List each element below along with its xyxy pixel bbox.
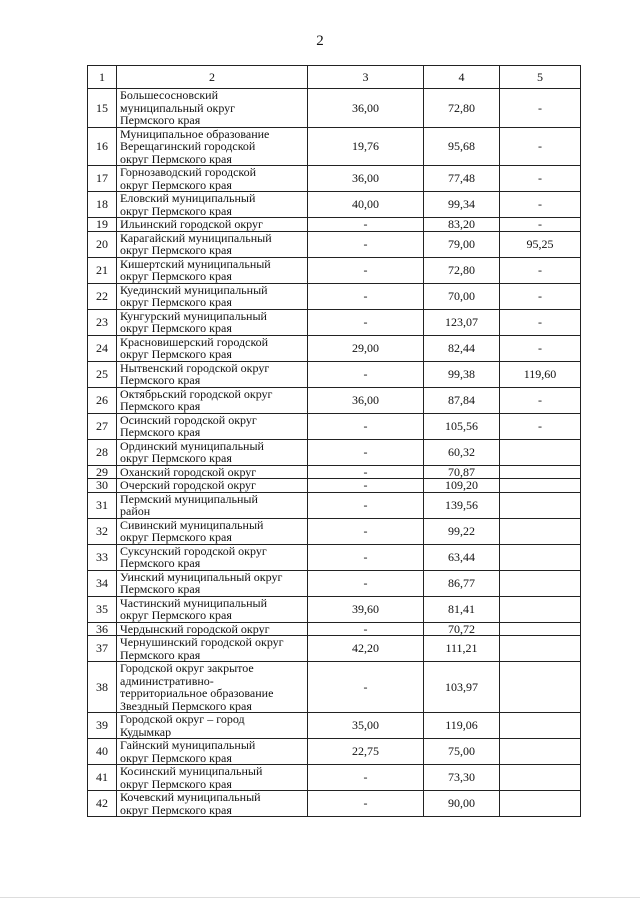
column-4-value-cell: 70,72 (424, 622, 500, 636)
column-5-value-cell: - (500, 387, 581, 413)
column-5-value-cell: - (500, 309, 581, 335)
table-row (88, 518, 581, 544)
column-5-value-cell: - (500, 166, 581, 192)
municipality-name-cell: Большесосновский муниципальный округ Пермского края (117, 89, 308, 128)
column-5-value-cell (500, 518, 581, 544)
municipality-name-cell: Кунгурский муниципальный округ Пермского края (117, 309, 308, 335)
row-number-cell: 34 (88, 570, 117, 596)
column-3-value-cell: - (308, 492, 424, 518)
column-4-value-cell: 109,20 (424, 479, 500, 493)
table-row (88, 335, 581, 361)
column-4-value-cell: 83,20 (424, 218, 500, 232)
column-4-value-cell: 99,38 (424, 361, 500, 387)
municipality-name-cell: Городской округ – город Кудымкар (117, 713, 308, 739)
column-5-value-cell (500, 791, 581, 817)
column-5-value-cell (500, 439, 581, 465)
row-number-cell: 37 (88, 636, 117, 662)
row-number-cell: 20 (88, 231, 117, 257)
table-row (88, 492, 581, 518)
column-4-value-cell: 72,80 (424, 89, 500, 128)
row-number-cell: 30 (88, 479, 117, 493)
column-4-value-cell: 60,32 (424, 439, 500, 465)
header-row (88, 66, 581, 89)
column-5-value-cell: - (500, 335, 581, 361)
page-bottom-rule (0, 897, 640, 898)
row-number-cell: 40 (88, 739, 117, 765)
municipality-name-cell: Очерский городской округ (117, 479, 308, 493)
column-3-value-cell: - (308, 439, 424, 465)
table-row (88, 309, 581, 335)
row-number-cell: 42 (88, 791, 117, 817)
column-3-value-cell: - (308, 791, 424, 817)
municipality-name-cell: Муниципальное образование Верещагинский городской округ Пермского края (117, 127, 308, 166)
table-row (88, 166, 581, 192)
column-5-value-cell (500, 622, 581, 636)
column-3-value-cell: - (308, 257, 424, 283)
municipality-name-cell: Кишертский муниципальный округ Пермского края (117, 257, 308, 283)
column-3-value-cell: 36,00 (308, 166, 424, 192)
column-3-value-cell: - (308, 283, 424, 309)
municipality-name-cell: Куединский муниципальный округ Пермского края (117, 283, 308, 309)
row-number-cell: 17 (88, 166, 117, 192)
column-5-value-cell (500, 465, 581, 479)
column-5-value-cell: 95,25 (500, 231, 581, 257)
table-row (88, 413, 581, 439)
column-3-value-cell: - (308, 413, 424, 439)
table-row (88, 713, 581, 739)
column-4-value-cell: 90,00 (424, 791, 500, 817)
table-row (88, 791, 581, 817)
column-3-value-cell: 35,00 (308, 713, 424, 739)
column-5-value-cell (500, 662, 581, 713)
municipality-name-cell: Нытвенский городской округ Пермского края (117, 361, 308, 387)
page-number: 2 (316, 33, 324, 49)
table-row (88, 636, 581, 662)
column-4-value-cell: 86,77 (424, 570, 500, 596)
row-number-cell: 18 (88, 192, 117, 218)
row-number-cell: 38 (88, 662, 117, 713)
column-header-2: 2 (117, 66, 308, 89)
column-5-value-cell (500, 713, 581, 739)
column-3-value-cell: - (308, 662, 424, 713)
municipality-name-cell: Осинский городской округ Пермского края (117, 413, 308, 439)
column-4-value-cell: 105,56 (424, 413, 500, 439)
column-4-value-cell: 82,44 (424, 335, 500, 361)
column-5-value-cell (500, 739, 581, 765)
column-4-value-cell: 119,06 (424, 713, 500, 739)
municipality-name-cell: Чердынский городской округ (117, 622, 308, 636)
column-4-value-cell: 75,00 (424, 739, 500, 765)
column-4-value-cell: 99,34 (424, 192, 500, 218)
table-row (88, 465, 581, 479)
column-5-value-cell: - (500, 283, 581, 309)
municipality-name-cell: Карагайский муниципальный округ Пермского края (117, 231, 308, 257)
municipality-name-cell: Уинский муниципальный округ Пермского края (117, 570, 308, 596)
column-5-value-cell: - (500, 218, 581, 232)
data-table (87, 65, 581, 817)
table-row (88, 231, 581, 257)
column-3-value-cell: - (308, 309, 424, 335)
table-row (88, 89, 581, 128)
municipality-name-cell: Ординский муниципальный округ Пермского края (117, 439, 308, 465)
municipality-name-cell: Гайнский муниципальный округ Пермского края (117, 739, 308, 765)
table-row (88, 127, 581, 166)
row-number-cell: 31 (88, 492, 117, 518)
row-number-cell: 39 (88, 713, 117, 739)
municipality-name-cell: Красновишерский городской округ Пермского края (117, 335, 308, 361)
row-number-cell: 25 (88, 361, 117, 387)
municipality-name-cell: Пермский муниципальный район (117, 492, 308, 518)
column-4-value-cell: 139,56 (424, 492, 500, 518)
column-4-value-cell: 81,41 (424, 596, 500, 622)
table-row (88, 765, 581, 791)
column-4-value-cell: 99,22 (424, 518, 500, 544)
municipality-name-cell: Частинский муниципальный округ Пермского края (117, 596, 308, 622)
row-number-cell: 28 (88, 439, 117, 465)
municipality-name-cell: Городской округ закрытое административно- территориальное образование Звездный Пермского края (117, 662, 308, 713)
table-row (88, 570, 581, 596)
column-5-value-cell (500, 596, 581, 622)
column-4-value-cell: 79,00 (424, 231, 500, 257)
column-header-3: 3 (308, 66, 424, 89)
column-3-value-cell: 19,76 (308, 127, 424, 166)
row-number-cell: 22 (88, 283, 117, 309)
table-row (88, 662, 581, 713)
column-3-value-cell: 42,20 (308, 636, 424, 662)
column-5-value-cell: 119,60 (500, 361, 581, 387)
column-4-value-cell: 72,80 (424, 257, 500, 283)
column-5-value-cell: - (500, 257, 581, 283)
table-row (88, 257, 581, 283)
row-number-cell: 23 (88, 309, 117, 335)
column-5-value-cell: - (500, 413, 581, 439)
table-row (88, 361, 581, 387)
column-5-value-cell (500, 765, 581, 791)
row-number-cell: 16 (88, 127, 117, 166)
table-row (88, 544, 581, 570)
column-3-value-cell: - (308, 465, 424, 479)
column-5-value-cell (500, 544, 581, 570)
column-header-4: 4 (424, 66, 500, 89)
table-row (88, 218, 581, 232)
column-5-value-cell (500, 570, 581, 596)
municipality-name-cell: Еловский муниципальный округ Пермского края (117, 192, 308, 218)
row-number-cell: 27 (88, 413, 117, 439)
column-3-value-cell: - (308, 544, 424, 570)
column-3-value-cell: 39,60 (308, 596, 424, 622)
column-5-value-cell: - (500, 192, 581, 218)
column-3-value-cell: - (308, 361, 424, 387)
column-5-value-cell (500, 479, 581, 493)
column-3-value-cell: 22,75 (308, 739, 424, 765)
column-4-value-cell: 103,97 (424, 662, 500, 713)
table-row (88, 439, 581, 465)
row-number-cell: 15 (88, 89, 117, 128)
column-4-value-cell: 73,30 (424, 765, 500, 791)
table-row (88, 739, 581, 765)
municipality-name-cell: Чернушинский городской округ Пермского края (117, 636, 308, 662)
municipality-name-cell: Сивинский муниципальный округ Пермского края (117, 518, 308, 544)
column-3-value-cell: - (308, 231, 424, 257)
row-number-cell: 21 (88, 257, 117, 283)
row-number-cell: 33 (88, 544, 117, 570)
column-5-value-cell (500, 636, 581, 662)
row-number-cell: 36 (88, 622, 117, 636)
column-header-5: 5 (500, 66, 581, 89)
row-number-cell: 35 (88, 596, 117, 622)
column-3-value-cell: 36,00 (308, 89, 424, 128)
table-row (88, 283, 581, 309)
table-row (88, 387, 581, 413)
municipality-name-cell: Кочевский муниципальный округ Пермского края (117, 791, 308, 817)
municipality-name-cell: Косинский муниципальный округ Пермского края (117, 765, 308, 791)
column-3-value-cell: 29,00 (308, 335, 424, 361)
municipality-name-cell: Горнозаводский городской округ Пермского края (117, 166, 308, 192)
table-row (88, 622, 581, 636)
column-3-value-cell: - (308, 765, 424, 791)
column-header-1: 1 (88, 66, 117, 89)
row-number-cell: 26 (88, 387, 117, 413)
row-number-cell: 24 (88, 335, 117, 361)
column-5-value-cell: - (500, 127, 581, 166)
column-3-value-cell: 36,00 (308, 387, 424, 413)
row-number-cell: 19 (88, 218, 117, 232)
column-3-value-cell: - (308, 479, 424, 493)
municipality-name-cell: Суксунский городской округ Пермского края (117, 544, 308, 570)
column-4-value-cell: 111,21 (424, 636, 500, 662)
column-4-value-cell: 70,00 (424, 283, 500, 309)
municipality-name-cell: Оханский городской округ (117, 465, 308, 479)
column-3-value-cell: - (308, 570, 424, 596)
column-3-value-cell: - (308, 622, 424, 636)
column-4-value-cell: 123,07 (424, 309, 500, 335)
table-body (88, 89, 581, 817)
table-header (88, 66, 581, 89)
row-number-cell: 41 (88, 765, 117, 791)
table-row (88, 192, 581, 218)
municipality-name-cell: Ильинский городской округ (117, 218, 308, 232)
municipality-name-cell: Октябрьский городской округ Пермского края (117, 387, 308, 413)
column-4-value-cell: 87,84 (424, 387, 500, 413)
column-4-value-cell: 77,48 (424, 166, 500, 192)
column-3-value-cell: - (308, 218, 424, 232)
column-5-value-cell (500, 492, 581, 518)
column-4-value-cell: 70,87 (424, 465, 500, 479)
row-number-cell: 32 (88, 518, 117, 544)
column-4-value-cell: 95,68 (424, 127, 500, 166)
column-3-value-cell: - (308, 518, 424, 544)
column-3-value-cell: 40,00 (308, 192, 424, 218)
table-row (88, 596, 581, 622)
row-number-cell: 29 (88, 465, 117, 479)
column-5-value-cell: - (500, 89, 581, 128)
table-row (88, 479, 581, 493)
column-4-value-cell: 63,44 (424, 544, 500, 570)
